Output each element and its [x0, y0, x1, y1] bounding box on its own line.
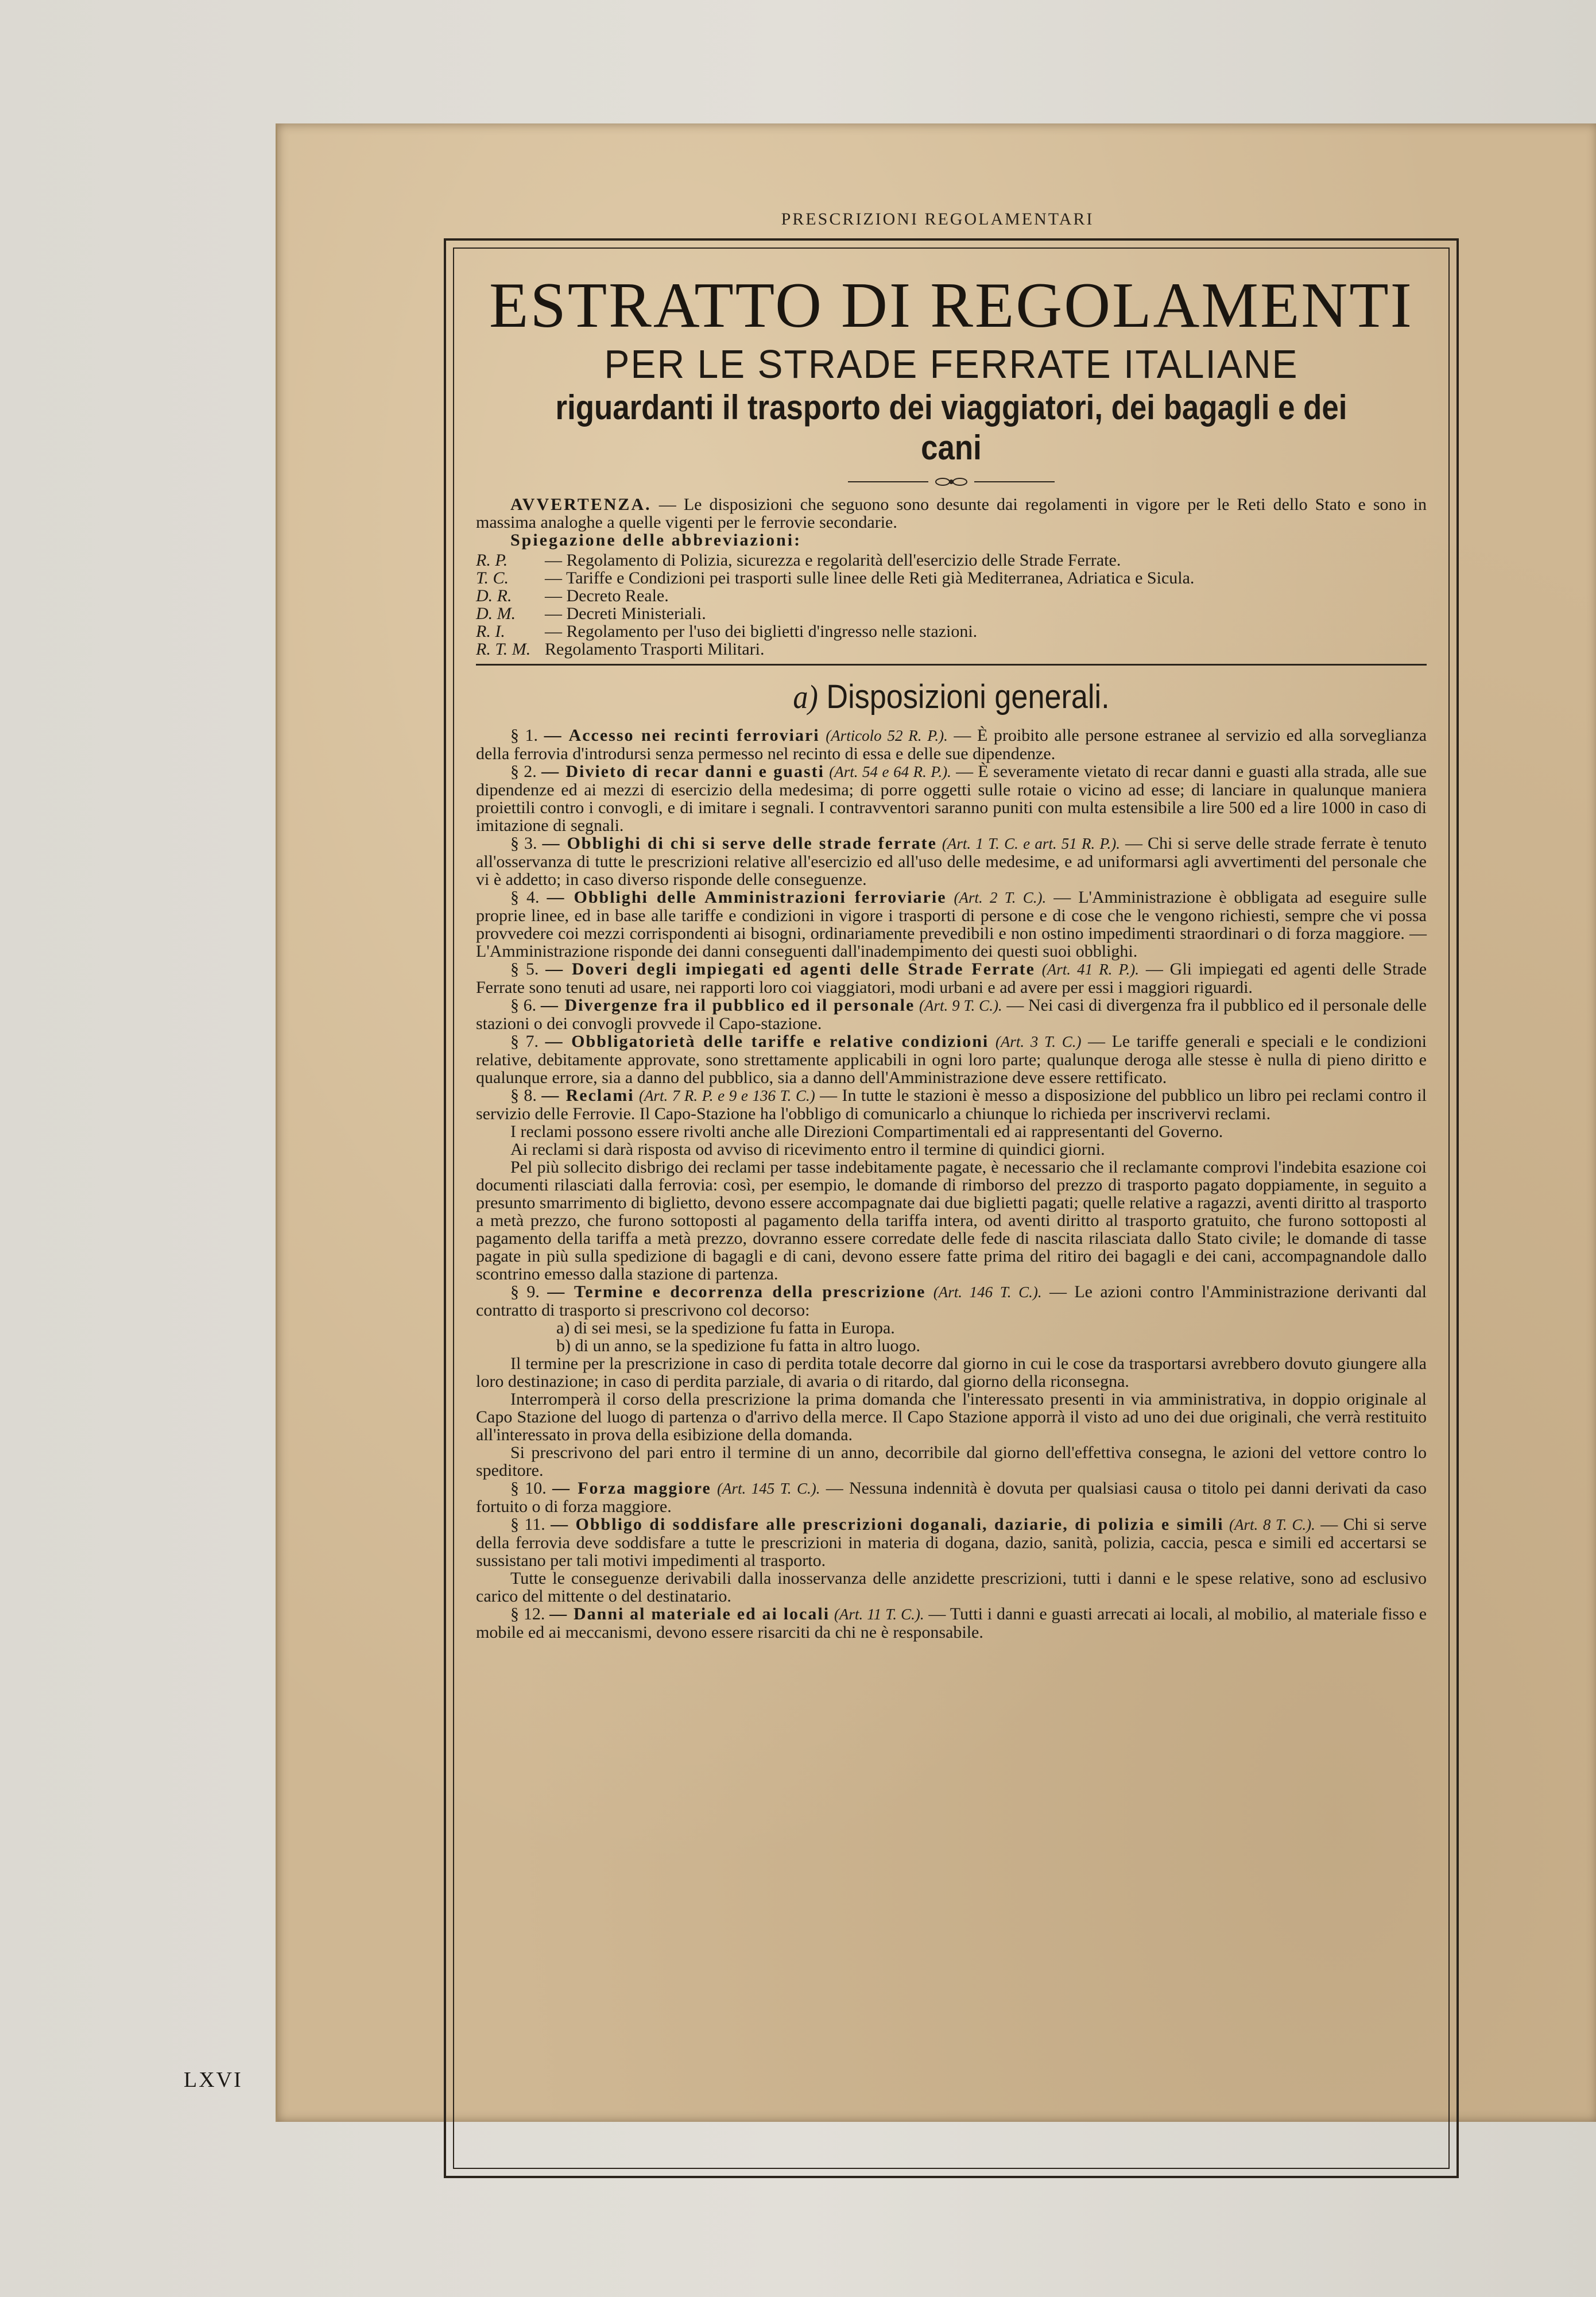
- article-4: § 4. — Obblighi delle Amministrazioni ferroviarie (Art. 2 T. C.). — L'Amministrazione è obbligata ad eseguire sulle proprie linee, ed in base alle tariffe e condizioni in vigore i trasporti di persone e di cose che le vengono richiesti, sempre che vi possa provvedere coi mezzi corrispondenti ai bisogni, ordinariamente prevedibili e non ostino impedimenti straordinari o di forza maggiore. — L'Amministrazione risponde dei danni conseguenti dall'inadempimento dei questi suoi obblighi.: [476, 888, 1427, 961]
- article-3: § 3. — Obblighi di chi si serve delle strade ferrate (Art. 1 T. C. e art. 51 R. P.). — Chi si serve delle strade ferrate è tenuto all'osservanza di tutte le prescrizioni relative all'esercizio ed all'uso delle medesime, e ad uniformarsi agli avvertimenti del personale che vi è addetto; in caso diverso risponde delle conseguenze.: [476, 834, 1427, 889]
- article-8-paragraph: Pel più sollecito disbrigo dei reclami per tasse indebitamente pagate, è necessario che il reclamante comprovi l'indebita esazione coi documenti rilasciati dalla ferrovia: così, per esempio, le domande di rimborso del prezzo di trasporto pagato doppiamente, in seguito a presunto smarrimento di biglietto, devono essere accompagnate dai due biglietti pagati; quelle relative a ragazzi, aventi diritto al trasporto a metà prezzo, che furono sottoposti al pagamento della tariffa intera, od aventi diritto al trasporto gratuito, che furono sottoposti al pagamento della tariffa a metà prezzo, dovranno essere corredate delle fede di nascita rilasciata dallo Stato civile; le domande di tasse pagate in più sulla spedizione di bagagli e di cani, devono essere fatte prima del ritiro dei bagagli e dei cani, accompagnandole dallo scontrino emesso dalla stazione di partenza.: [476, 1158, 1427, 1283]
- article-9-paragraph: Si prescrivono del pari entro il termine di un anno, decorribile dal giorno dell'effettiva consegna, le azioni del vettore contro lo speditore.: [476, 1443, 1427, 1480]
- page-subtitle-secondary: riguardanti il trasporto dei viaggiatori, dei bagagli e dei cani: [555, 388, 1347, 467]
- page-title: ESTRATTO DI REGOLAMENTI: [489, 270, 1413, 341]
- section-heading: a) Disposizioni generali.: [793, 678, 1110, 716]
- article-10: § 10. — Forza maggiore (Art. 145 T. C.). — Nessuna indennità è dovuta per qualsiasi causa o titolo pei danni derivati da caso fortuito o di forza maggiore.: [476, 1479, 1427, 1516]
- article-11: § 11. — Obbligo di soddisfare alle prescrizioni doganali, daziarie, di polizia e simili (Art. 8 T. C.). — Chi si serve della ferrovia deve soddisfare a tutte le prescrizioni in materia di dogana, dazio, sanità, polizia, caccia, pesca e simili ed accertarsi se sussistano per tali motivi impedimenti al trasporto.: [476, 1515, 1427, 1570]
- avvertenza-label: AVVERTENZA.: [510, 495, 652, 514]
- article-5: § 5. — Doveri degli impiegati ed agenti delle Strade Ferrate (Art. 41 R. P.). — Gli impiegati ed agenti delle Strade Ferrate sono tenuti ad usare, nei rapporti loro coi viaggiatori, modi urbani e ad avere per essi i maggiori riguardi.: [476, 960, 1427, 997]
- article-8-paragraph: Ai reclami si darà risposta od avviso di ricevimento entro il termine di quindici giorni.: [510, 1140, 1105, 1159]
- article-9-item: a) di sei mesi, se la spedizione fu fatta in Europa.: [556, 1318, 895, 1337]
- avvertenza-paragraph: [476, 496, 1427, 531]
- page-subtitle: PER LE STRADE FERRATE ITALIANE: [604, 342, 1299, 386]
- document-page: [276, 123, 1596, 2122]
- article-1: § 1. — Accesso nei recinti ferroviari (Articolo 52 R. P.). — È proibito alle persone estranee al servizio ed alla sorveglianza della ferrovia d'introdursi senza permesso nel recinto di essa e delle sue dipendenze.: [476, 726, 1427, 763]
- article-11-paragraph: Tutte le conseguenze derivabili dalla inosservanza delle anzidette prescrizioni, tutti i danni e le spese relative, sono ad esclusivo carico del mittente o del destinatario.: [476, 1569, 1427, 1606]
- avvertenza-text: — Le disposizioni che seguono sono desunte dai regolamenti in vigore per le Reti dello Stato e sono in massima analoghe a quelle vigenti per le ferrovie secondarie.: [476, 495, 1427, 532]
- article-7: § 7. — Obbligatorietà delle tariffe e relative condizioni (Art. 3 T. C.) — Le tariffe generali e speciali e le condizioni relative, debitamente approvate, sono strettamente applicabili in ogni loro parte; qualunque deroga alle stesse è nulla di pieno diritto e qualunque errore, sia a danno del pubblico, sia a danno dell'Amministrazione deve essere rettificato.: [476, 1032, 1427, 1087]
- page-content: [476, 266, 1427, 1641]
- abbreviation-item: D. R. — Decreto Reale.: [476, 586, 669, 605]
- abbreviation-item: R. I. — Regolamento per l'uso dei biglietti d'ingresso nelle stazioni.: [476, 622, 978, 641]
- article-9-paragraph: Il termine per la prescrizione in caso di perdita totale decorre dal giorno in cui le cose da trasportarsi avrebbero dovuto giungere alla loro destinazione; in caso di perdita parziale, di avaria o di ritardo, dal giorno della riconsegna.: [476, 1354, 1427, 1391]
- running-head: PRESCRIZIONI REGOLAMENTARI: [781, 210, 1094, 229]
- section-rule: [476, 664, 1427, 666]
- article-6: § 6. — Divergenze fra il pubblico ed il personale (Art. 9 T. C.). — Nei casi di divergenza fra il pubblico ed il personale delle stazioni o dei convogli provvede il Capo-stazione.: [476, 996, 1427, 1033]
- abbreviation-item: D. M. — Decreti Ministeriali.: [476, 604, 706, 623]
- article-8-paragraph: I reclami possono essere rivolti anche alle Direzioni Compartimentali ed ai rappresentanti del Governo.: [510, 1122, 1223, 1141]
- abbreviations-heading: Spiegazione delle abbreviazioni:: [510, 531, 802, 550]
- page-frame: [444, 238, 1459, 2178]
- abbreviation-item: R. P. — Regolamento di Polizia, sicurezza e regolarità dell'esercizio delle Strade Ferrate.: [476, 551, 1121, 570]
- ornament-divider-icon: [848, 476, 1055, 488]
- page-frame-inner: [453, 248, 1450, 2169]
- article-9: § 9. — Termine e decorrenza della prescrizione (Art. 146 T. C.). — Le azioni contro l'Amministrazione derivanti dal contratto di trasporto si prescrivono col decorso:: [476, 1282, 1427, 1320]
- abbreviations-list: [476, 551, 1427, 658]
- article-12: § 12. — Danni al materiale ed ai locali (Art. 11 T. C.). — Tutti i danni e guasti arrecati ai locali, al mobilio, al materiale fisso e mobile ed ai meccanismi, devono essere risarciti da chi ne è responsabile.: [476, 1604, 1427, 1642]
- article-8: § 8. — Reclami (Art. 7 R. P. e 9 e 136 T. C.) — In tutte le stazioni è messo a disposizione del pubblico un libro pei reclami contro il servizio delle Ferrovie. Il Capo-Stazione ha l'obbligo di comunicarlo a chiunque lo richieda per inscrivervi reclami.: [476, 1086, 1427, 1123]
- abbreviation-item: R. T. M. Regolamento Trasporti Militari.: [476, 640, 765, 659]
- abbreviation-item: T. C. — Tariffe e Condizioni pei trasporti sulle linee delle Reti già Mediterranea, Adriatica e Sicula.: [476, 569, 1195, 587]
- article-9-item: b) di un anno, se la spedizione fu fatta in altro luogo.: [556, 1336, 920, 1355]
- article-2: § 2. — Divieto di recar danni e guasti (Art. 54 e 64 R. P.). — È severamente vietato di recar danni e guasti alla strada, alle sue dipendenze ed ai mezzi di esercizio della medesima; di porre oggetti sulle rotaie o vicino ad esse; di lanciare in qualunque maniera proiettili contro i convogli, e di imitare i segnali. I contravventori saranno puniti con multa estensibile a lire 500 ed a lire 1000 in caso di imitazione di segnali.: [476, 762, 1427, 835]
- article-9-paragraph: Interromperà il corso della prescrizione la prima domanda che l'interessato presenti in via amministrativa, in doppio originale al Capo Stazione del luogo di partenza o d'arrivo della merce. Il Capo Stazione apporrà il visto ad uno dei due originali, che verrà restituito all'interessato in prova della esibizione della domanda.: [476, 1390, 1427, 1444]
- page-number: LXVI: [184, 2068, 243, 2092]
